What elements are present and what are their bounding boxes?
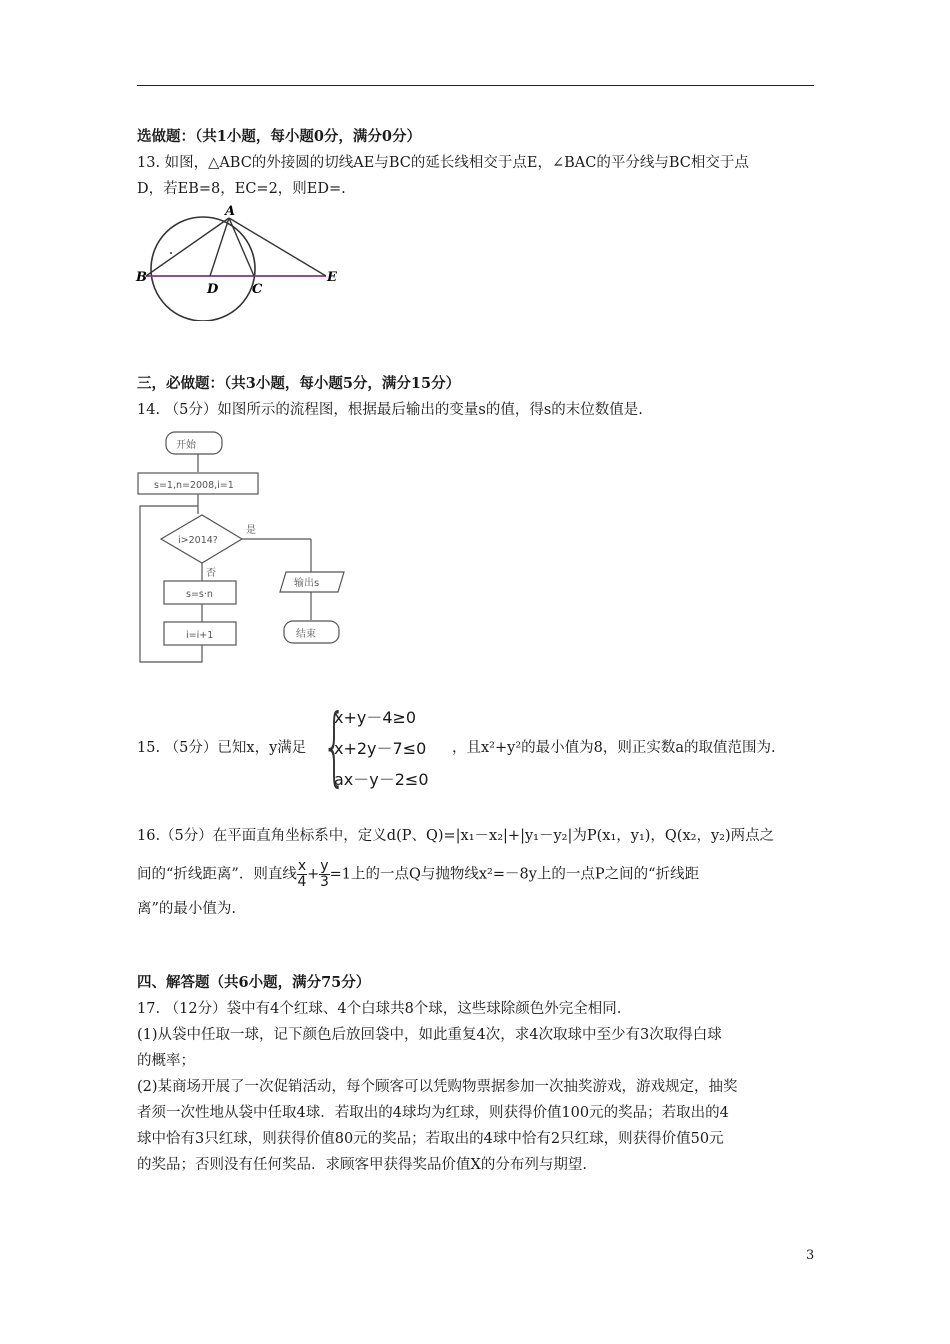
label-E: E [327,270,337,285]
q16-text-line2 [137,859,817,890]
q15-text-post: ，且x²+y²的最小值为8，则正实数a的取值范围为. [452,740,776,756]
page-number: 3 [806,1248,815,1263]
flow-no-label: 否 [206,568,216,579]
flow-init-label: s=1,n=2008,i=1 [154,480,234,491]
frac1-numerator: x [297,858,307,874]
section-heading-required: 三，必做题：（共3小题，每小题5分，满分15分） [137,375,461,392]
q17-line1: 17. （12分）袋中有4个红球、4个白球共8个球，这些球除颜色外完全相同. [137,1001,622,1017]
q16-text-line1: 16.（5分）在平面直角坐标系中，定义d(P、Q)=|x₁－x₂|+|y₁－y₂|为P(x₁，y₁)，Q(x₂，y₂)两点之 [137,828,775,844]
q14-flowchart [134,426,374,666]
q17-line6: 球中恰有3只红球，则获得价值80元的奖品；若取出的4球中恰有2只红球，则获得价值50元 [137,1131,724,1147]
flow-step2-label: i=i+1 [186,630,214,641]
q13-text-line2: D，若EB=8，EC=2，则ED=. [137,181,346,197]
q17-line3: 的概率； [137,1053,195,1069]
header-rule [137,85,814,86]
ineq-1: x+y－4≥0 [334,708,417,727]
label-B: B [136,270,147,285]
label-D: D [207,282,219,297]
q17-line2: (1)从袋中任取一球，记下颜色后放回袋中，如此重复4次，求4次取球中至少有3次取得白球 [137,1027,722,1043]
frac1-denominator: 4 [297,874,307,890]
flow-yes-label: 是 [246,525,256,536]
label-A: A [225,204,236,219]
brace-glyph: { [322,696,347,796]
segment-AD [210,218,229,276]
section-heading-solutions: 四、解答题（共6小题，满分75分） [137,974,371,991]
q14-text: 14. （5分）如图所示的流程图，根据最后输出的变量s的值，得s的末位数值是. [137,402,643,418]
flow-step1-label: s=s·n [186,589,213,600]
q13-circle-figure [134,203,354,321]
q15-inequality-system [322,696,452,796]
ineq-2: x+2y－7≤0 [334,739,427,758]
q16-line2-end: =1上的一点Q与抛物线x²=－8y上的一点P之间的“折线距 [329,866,700,883]
q17-line5: 者须一次性地从袋中任取4球．若取出的4球均为红球，则获得价值100元的奖品；若取出的4 [137,1105,729,1121]
plus-sign: + [307,866,320,883]
q15-text-pre: 15. （5分）已知x，y满足 [137,740,307,756]
flow-output-label: 输出s [294,578,320,589]
flow-end-label: 结束 [296,629,316,640]
q16-text-line3: 离”的最小值为. [137,901,237,917]
center-dot [170,252,172,254]
tangent-AE [229,218,326,276]
segment-AB [146,218,229,276]
q17-line4: (2)某商场开展了一次促销活动，每个顾客可以凭购物票据参加一次抽奖游戏，游戏规定，抽奖 [137,1079,738,1095]
ineq-3: ax－y－2≤0 [334,770,429,789]
frac2-numerator: y [320,858,329,874]
q17-line7: 的奖品；否则没有任何奖品．求顾客甲获得奖品价值X的分布列与期望. [137,1157,587,1173]
circumcircle [151,217,255,321]
q13-text-line1: 13. 如图，△ABC的外接圆的切线AE与BC的延长线相交于点E，∠BAC的平分线与BC相交于点 [137,155,749,171]
flow-start-label: 开始 [176,440,196,451]
label-C: C [252,282,263,297]
fraction-x-over-4 [297,859,307,890]
q16-line2-start: 间的“折线距离”．则直线 [137,866,297,883]
frac2-denominator: 3 [319,874,329,890]
flow-cond-label: i>2014? [178,535,218,546]
section-heading-optional: 选做题：（共1小题，每小题0分，满分0分） [137,128,422,145]
fraction-y-over-3 [319,859,329,890]
